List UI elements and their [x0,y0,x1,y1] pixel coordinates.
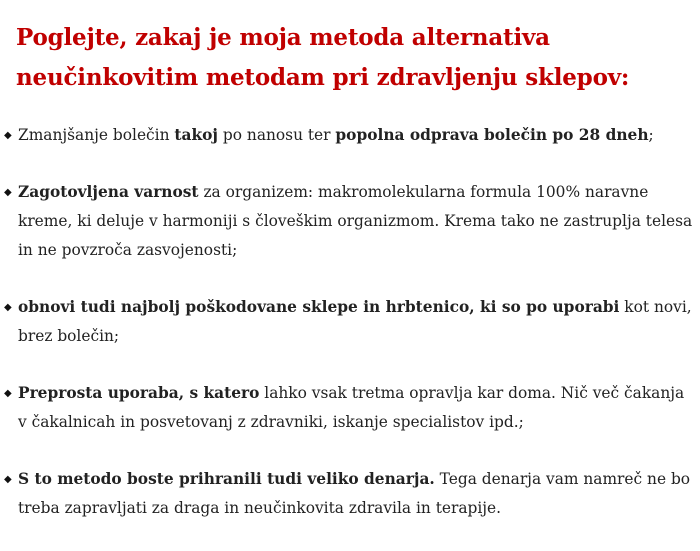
item-text: Zmanjšanje bolečin [18,126,175,144]
item-text: ; [648,126,654,144]
item-text: za organizem: makromolekularna formula 100% naravne kreme, ki deluje v harmoniji s človeškim organizmom. Krema tako ne zastruplja telesa in ne povzroča zasvojenosti; [18,183,693,259]
list-item [4,379,694,437]
diamond-bullet-icon: ◆ [4,187,12,198]
item-text-bold: S to metodo boste prihranili tudi veliko denarja. [18,470,435,488]
item-text-bold: popolna odprava bolečin po 28 dneh [335,126,649,144]
list-item [4,178,694,265]
diamond-bullet-icon: ◆ [4,474,12,485]
list-item [4,465,694,523]
item-text-bold: takoj [174,126,218,144]
item-text-bold: Preprosta uporaba, s katero [18,384,260,402]
section-heading: Poglejte, zakaj je moja metoda alternativa neučinkovitim metodam pri zdravljenju sklepov: [16,24,630,91]
benefits-list [4,121,694,551]
list-item [4,121,694,150]
item-text: lahko vsak tretma opravlja kar doma. Nič več čakanja v čakalnicah in posvetovanj z zdravniki, iskanje specialistov ipd.; [18,384,685,431]
item-text: kot novi, brez bolečin; [18,298,692,345]
diamond-bullet-icon: ◆ [4,302,12,313]
item-text-bold: obnovi tudi najbolj poškodovane sklepe in hrbtenico, ki so po uporabi [18,298,620,316]
item-text: Tega denarja vam namreč ne bo treba zapravljati za draga in neučinkovita zdravila in terapije. [18,470,691,517]
item-text: po nanosu ter [218,126,336,144]
item-text-bold: Zagotovljena varnost [18,183,199,201]
list-item [4,293,694,351]
diamond-bullet-icon: ◆ [4,130,12,141]
diamond-bullet-icon: ◆ [4,388,12,399]
